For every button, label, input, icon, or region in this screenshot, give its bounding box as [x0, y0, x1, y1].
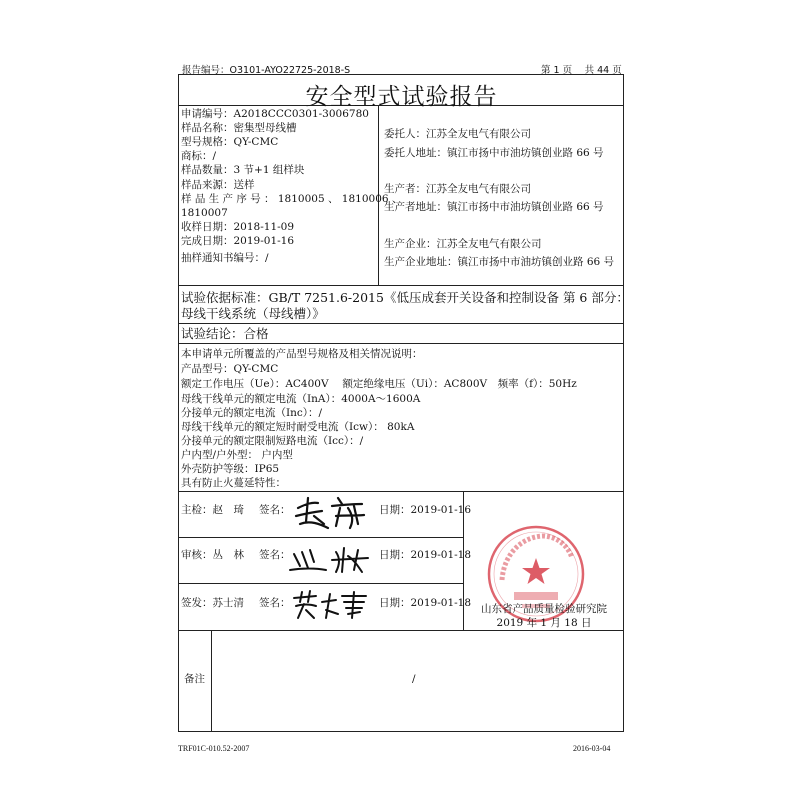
remarks-value: /: [412, 673, 416, 685]
test-basis-cont: 母线干线系统（母线槽）》: [181, 306, 325, 321]
detail-line: 外壳防护等级：IP65: [181, 463, 280, 475]
producer: 生产者：江苏全友电气有限公司: [384, 183, 531, 195]
inspector-signature: [292, 494, 378, 532]
factory: 生产企业：江苏全友电气有限公司: [384, 238, 542, 250]
approver-sign-label: 签名：: [259, 597, 291, 609]
report-number: 报告编号：O3101-AYO22725-2018-S: [182, 65, 351, 76]
sample-trademark: 商标：/: [181, 150, 217, 162]
detail-line: 产品型号：QY-CMC: [181, 363, 279, 375]
inspector-date: 日期：2019-01-16: [379, 504, 472, 516]
received-date: 收样日期：2018-11-09: [181, 221, 295, 233]
detail-line: 具有防止火蔓延特性：: [181, 477, 286, 489]
apply-number: 申请编号：A2018CCC0301-3006780: [181, 108, 369, 120]
completed-date: 完成日期：2019-01-16: [181, 235, 295, 247]
factory-address: 生产企业地址：镇江市扬中市油坊镇创业路 66 号: [384, 256, 615, 268]
approver-date: 日期：2019-01-18: [379, 597, 472, 609]
inspector-role: 主检：赵 琦: [181, 504, 244, 516]
inspector-sign-label: 签名：: [259, 504, 291, 516]
institute-date: 2019 年 1 月 18 日: [496, 617, 592, 629]
form-number: TRF01C-010.52-2007: [178, 744, 250, 753]
test-basis: 试验依据标准：GB/T 7251.6-2015《低压成套开关设备和控制设备 第 6 部分：: [181, 290, 629, 305]
producer-address: 生产者地址：镇江市扬中市油坊镇创业路 66 号: [384, 201, 604, 213]
reviewer-role: 审核：丛 林: [181, 549, 244, 561]
page-indicator: 第 1 页 共 44 页: [541, 65, 622, 76]
approver-role: 签发：苏士清: [181, 597, 244, 609]
detail-line: 分接单元的额定限制短路电流（Icc）：/: [181, 435, 364, 447]
reviewer-signature: [288, 542, 378, 576]
report-title: 安全型式试验报告: [305, 84, 498, 110]
form-date: 2016-03-04: [573, 744, 611, 753]
reviewer-date: 日期：2019-01-18: [379, 549, 472, 561]
client: 委托人：江苏全友电气有限公司: [384, 128, 531, 140]
detail-line: 额定工作电压（Ue）：AC400V 额定绝缘电压（Ui）：AC800V 频率（f）：50Hz: [181, 378, 577, 390]
approver-signature: [290, 588, 378, 622]
detail-line: 母线干线单元的额定短时耐受电流（Icw）： 80kA: [181, 421, 415, 433]
remarks-label: 备注: [184, 673, 205, 685]
detail-line: 本申请单元所覆盖的产品型号规格及相关情况说明：: [181, 348, 423, 360]
institute-name: 山东省产品质量检验研究院: [481, 603, 607, 615]
detail-line: 分接单元的额定电流（Inc）：/: [181, 407, 323, 419]
detail-line: 母线干线单元的额定电流（InA）：4000A～1600A: [181, 393, 421, 405]
detail-line: 户内型/户外型： 户内型: [181, 449, 293, 461]
sample-source: 样品来源：送样: [181, 179, 255, 191]
sample-name: 样品名称：密集型母线槽: [181, 122, 297, 134]
sample-quantity: 样品数量：3 节+1 组样块: [181, 164, 305, 176]
reviewer-sign-label: 签名：: [259, 549, 291, 561]
client-address: 委托人地址：镇江市扬中市油坊镇创业路 66 号: [384, 147, 604, 159]
sample-serial: 样 品 生 产 序 号 ： 1810005 、 1810006 、: [181, 193, 403, 205]
sample-serial-cont: 1810007: [181, 207, 228, 219]
test-conclusion: 试验结论：合格: [181, 326, 269, 341]
sampling-notice: 抽样通知书编号：/: [181, 252, 269, 264]
sample-model: 型号规格：QY-CMC: [181, 136, 279, 148]
